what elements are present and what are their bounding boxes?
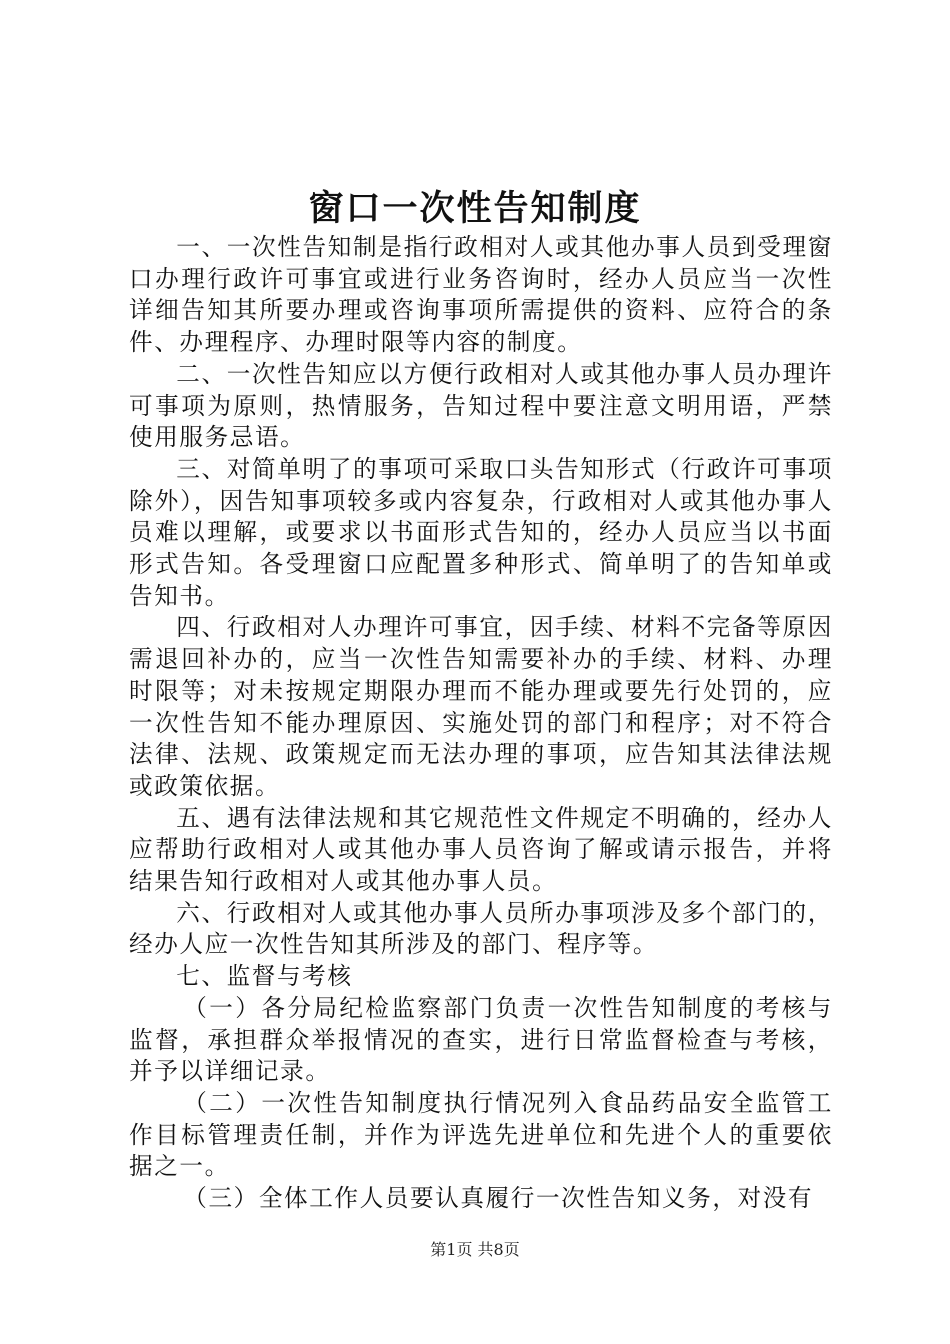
document-title: 窗口一次性告知制度 <box>308 188 642 229</box>
paragraph-7-3: （三）全体工作人员要认真履行一次性告知义务，对没有 <box>183 1184 814 1213</box>
paragraph-4: 四、行政相对人办理许可事宜，因手续、材料不完备等原因需退回补办的，应当一次性告知需要补办的手续、材料、办理时限等；对未按规定期限办理而不能办理或要先行处罚的，应一次性告知不能办理原因、实施处罚的部门和程序；对不符合法律、法规、政策规定而无法办理的事项，应告知其法律法规或政策依据。 <box>129 613 833 800</box>
section-heading-supervision: 七、监督与考核 <box>176 962 353 991</box>
paragraph-3: 三、对简单明了的事项可采取口头告知形式（行政许可事项除外），因告知事项较多或内容复杂，行政相对人或其他办事人员难以理解，或要求以书面形式告知的，经办人员应当以书面形式告知。各受理窗口应配置多种形式、简单明了的告知单或告知书。 <box>129 454 833 610</box>
paragraph-2: 二、一次性告知应以方便行政相对人或其他办事人员办理许可事项为原则，热情服务，告知过程中要注意文明用语，严禁使用服务忌语。 <box>129 359 833 452</box>
page-footer: 第1页 共8页 <box>430 1240 520 1259</box>
document-body <box>129 232 833 1215</box>
paragraph-7-1: （一）各分局纪检监察部门负责一次性告知制度的考核与监督，承担群众举报情况的查实，进行日常监督检查与考核，并予以详细记录。 <box>129 993 833 1086</box>
paragraph-7-2: （二）一次性告知制度执行情况列入食品药品安全监管工作目标管理责任制，并作为评选先进单位和先进个人的重要依据之一。 <box>129 1088 833 1181</box>
paragraph-6: 六、行政相对人或其他办事人员所办事项涉及多个部门的，经办人应一次性告知其所涉及的部门、程序等。 <box>129 898 833 959</box>
paragraph-5: 五、遇有法律法规和其它规范性文件规定不明确的，经办人应帮助行政相对人或其他办事人员咨询了解或请示报告，并将结果告知行政相对人或其他办事人员。 <box>129 803 833 896</box>
paragraph-1: 一、一次性告知制是指行政相对人或其他办事人员到受理窗口办理行政许可事宜或进行业务咨询时，经办人员应当一次性详细告知其所要办理或咨询事项所需提供的资料、应符合的条件、办理程序、办理时限等内容的制度。 <box>129 233 833 357</box>
